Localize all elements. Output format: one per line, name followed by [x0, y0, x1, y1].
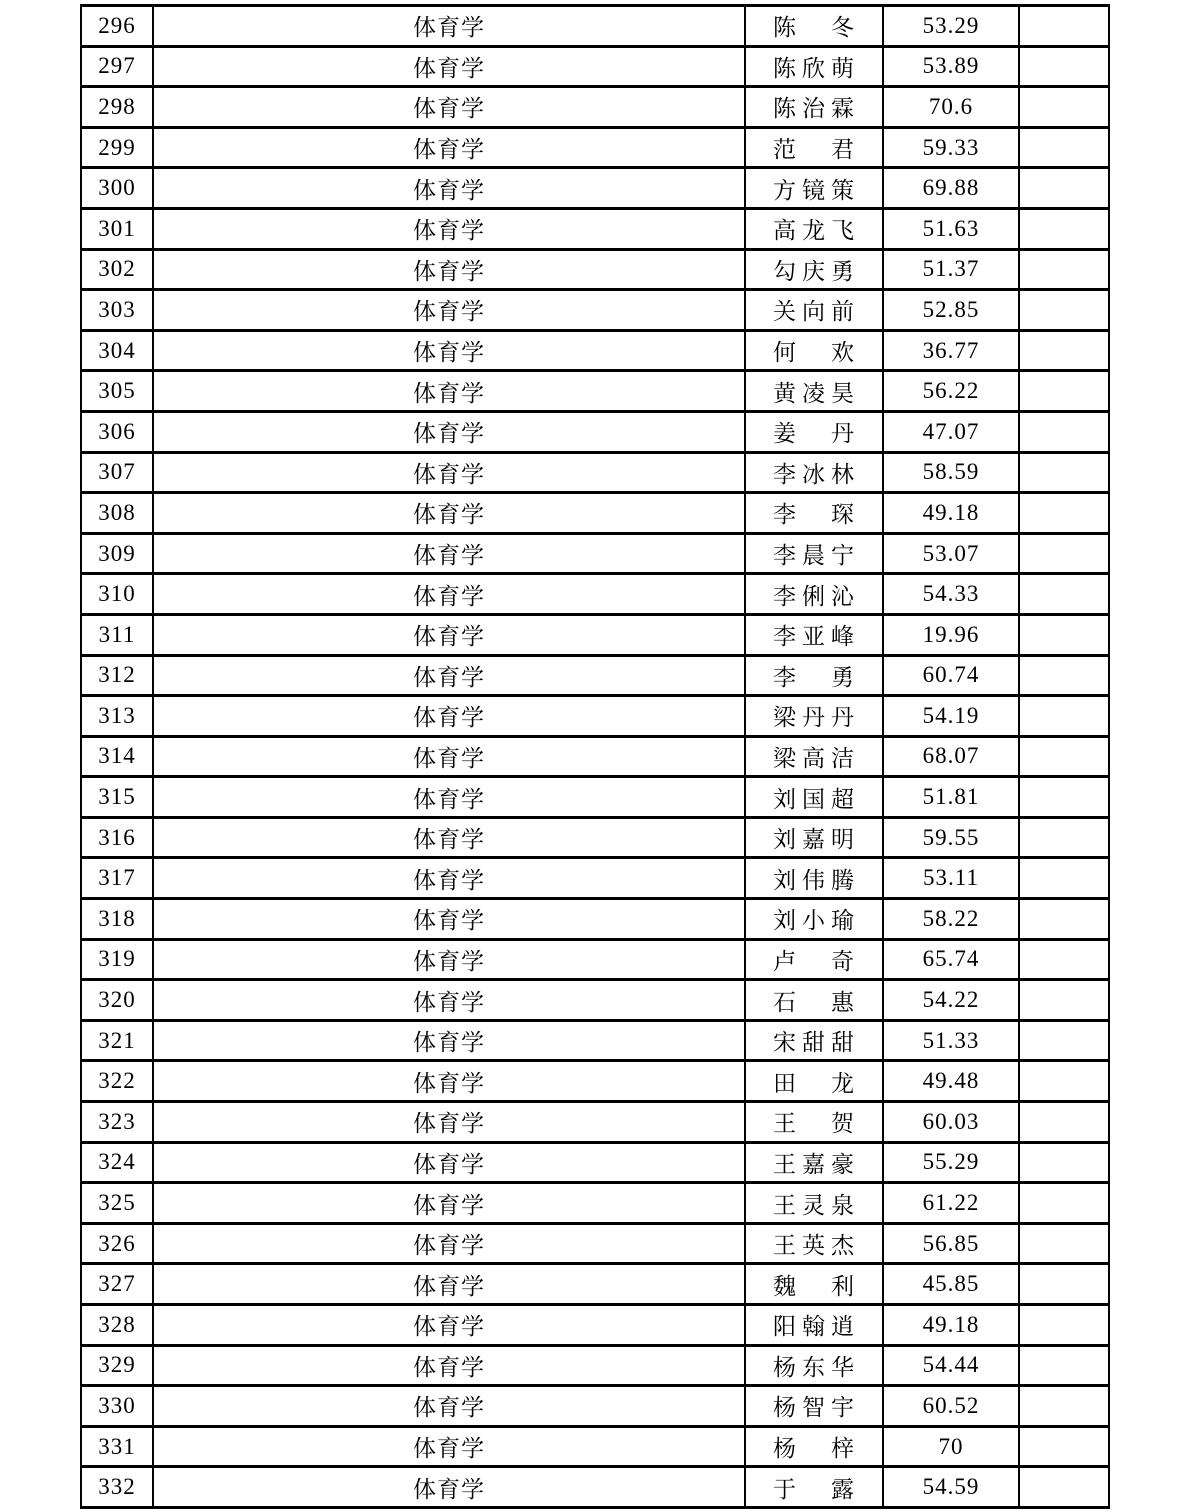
name-cell: [745, 939, 883, 980]
score-cell: 53.11: [883, 858, 1019, 899]
candidate-name: 魏利: [773, 1273, 855, 1299]
subject-cell: 体育学: [153, 1467, 745, 1508]
remark-cell: [1019, 1345, 1109, 1386]
row-number-cell: 320: [81, 980, 153, 1021]
subject-cell: 体育学: [153, 574, 745, 615]
name-cell: [745, 46, 883, 87]
table-row: [81, 46, 1109, 87]
candidate-name: 卢奇: [773, 948, 855, 974]
table-row: [81, 777, 1109, 818]
score-cell: 70: [883, 1426, 1019, 1467]
candidate-name: 李冰林: [773, 461, 855, 487]
row-number-cell: 327: [81, 1264, 153, 1305]
remark-cell: [1019, 1183, 1109, 1224]
score-cell: 54.33: [883, 574, 1019, 615]
name-cell: [745, 1345, 883, 1386]
name-cell: [745, 574, 883, 615]
table-row: [81, 614, 1109, 655]
score-cell: 69.88: [883, 168, 1019, 209]
row-number-cell: 299: [81, 127, 153, 168]
subject-cell: 体育学: [153, 87, 745, 128]
candidate-name: 李勇: [773, 664, 855, 690]
table-row: [81, 493, 1109, 534]
subject-cell: 体育学: [153, 1305, 745, 1346]
name-cell: [745, 1061, 883, 1102]
remark-cell: [1019, 493, 1109, 534]
score-cell: 51.33: [883, 1020, 1019, 1061]
candidate-name: 刘嘉明: [773, 827, 855, 853]
score-cell: 49.18: [883, 493, 1019, 534]
remark-cell: [1019, 817, 1109, 858]
row-number-cell: 326: [81, 1223, 153, 1264]
candidate-name: 何欢: [773, 340, 855, 366]
table-row: [81, 208, 1109, 249]
remark-cell: [1019, 736, 1109, 777]
candidate-name: 王英杰: [773, 1233, 855, 1259]
score-cell: 36.77: [883, 330, 1019, 371]
score-cell: 59.55: [883, 817, 1019, 858]
subject-cell: 体育学: [153, 127, 745, 168]
row-number-cell: 312: [81, 655, 153, 696]
row-number-cell: 332: [81, 1467, 153, 1508]
candidate-name: 梁高洁: [773, 745, 855, 771]
name-cell: [745, 1183, 883, 1224]
remark-cell: [1019, 1426, 1109, 1467]
subject-cell: 体育学: [153, 696, 745, 737]
score-cell: 60.74: [883, 655, 1019, 696]
table-row: [81, 411, 1109, 452]
candidate-name: 杨东华: [773, 1354, 855, 1380]
score-cell: 54.44: [883, 1345, 1019, 1386]
subject-cell: 体育学: [153, 249, 745, 290]
name-cell: [745, 290, 883, 331]
row-number-cell: 323: [81, 1102, 153, 1143]
subject-cell: 体育学: [153, 1386, 745, 1427]
row-number-cell: 319: [81, 939, 153, 980]
name-cell: [745, 1142, 883, 1183]
candidate-name: 李晨宁: [773, 543, 855, 569]
candidate-name: 姜丹: [773, 421, 855, 447]
name-cell: [745, 899, 883, 940]
candidate-name: 杨智宇: [773, 1395, 855, 1421]
row-number-cell: 317: [81, 858, 153, 899]
remark-cell: [1019, 1467, 1109, 1508]
subject-cell: 体育学: [153, 533, 745, 574]
name-cell: [745, 87, 883, 128]
score-cell: 51.81: [883, 777, 1019, 818]
name-cell: [745, 411, 883, 452]
row-number-cell: 315: [81, 777, 153, 818]
candidate-name: 勾庆勇: [773, 258, 855, 284]
table-row: [81, 87, 1109, 128]
row-number-cell: 298: [81, 87, 153, 128]
remark-cell: [1019, 290, 1109, 331]
subject-cell: 体育学: [153, 1183, 745, 1224]
score-cell: 54.59: [883, 1467, 1019, 1508]
name-cell: [745, 614, 883, 655]
score-cell: 53.29: [883, 6, 1019, 47]
row-number-cell: 313: [81, 696, 153, 737]
row-number-cell: 311: [81, 614, 153, 655]
row-number-cell: 300: [81, 168, 153, 209]
table-row: [81, 655, 1109, 696]
name-cell: [745, 371, 883, 412]
score-cell: 70.6: [883, 87, 1019, 128]
subject-cell: 体育学: [153, 411, 745, 452]
table-row: [81, 371, 1109, 412]
row-number-cell: 324: [81, 1142, 153, 1183]
candidate-name: 李亚峰: [773, 624, 855, 650]
candidate-name: 李琛: [773, 502, 855, 528]
candidate-name: 杨梓: [773, 1436, 855, 1462]
row-number-cell: 297: [81, 46, 153, 87]
subject-cell: 体育学: [153, 655, 745, 696]
remark-cell: [1019, 899, 1109, 940]
name-cell: [745, 1426, 883, 1467]
remark-cell: [1019, 533, 1109, 574]
name-cell: [745, 655, 883, 696]
remark-cell: [1019, 1061, 1109, 1102]
score-cell: 51.37: [883, 249, 1019, 290]
remark-cell: [1019, 1102, 1109, 1143]
subject-cell: 体育学: [153, 168, 745, 209]
candidate-name: 王灵泉: [773, 1192, 855, 1218]
candidate-name: 宋甜甜: [773, 1030, 855, 1056]
candidate-name: 刘伟腾: [773, 867, 855, 893]
candidate-name: 黄凌昊: [773, 380, 855, 406]
row-number-cell: 322: [81, 1061, 153, 1102]
subject-cell: 体育学: [153, 1061, 745, 1102]
remark-cell: [1019, 1264, 1109, 1305]
candidate-name: 高龙飞: [773, 218, 855, 244]
score-cell: 53.89: [883, 46, 1019, 87]
candidate-name: 关向前: [773, 299, 855, 325]
row-number-cell: 321: [81, 1020, 153, 1061]
table-row: [81, 1345, 1109, 1386]
table-row: [81, 899, 1109, 940]
candidate-name: 田龙: [773, 1070, 855, 1096]
candidate-name: 陈治霖: [773, 96, 855, 122]
score-cell: 49.18: [883, 1305, 1019, 1346]
row-number-cell: 330: [81, 1386, 153, 1427]
row-number-cell: 331: [81, 1426, 153, 1467]
subject-cell: 体育学: [153, 330, 745, 371]
score-cell: 65.74: [883, 939, 1019, 980]
row-number-cell: 305: [81, 371, 153, 412]
remark-cell: [1019, 1305, 1109, 1346]
score-cell: 68.07: [883, 736, 1019, 777]
name-cell: [745, 777, 883, 818]
candidate-name: 刘小瑜: [773, 908, 855, 934]
candidate-name: 于露: [773, 1476, 855, 1502]
score-cell: 51.63: [883, 208, 1019, 249]
subject-cell: 体育学: [153, 1102, 745, 1143]
name-cell: [745, 817, 883, 858]
table-body: [81, 6, 1109, 1508]
remark-cell: [1019, 208, 1109, 249]
remark-cell: [1019, 1386, 1109, 1427]
subject-cell: 体育学: [153, 1345, 745, 1386]
score-cell: 61.22: [883, 1183, 1019, 1224]
table-row: [81, 817, 1109, 858]
subject-cell: 体育学: [153, 452, 745, 493]
score-cell: 55.29: [883, 1142, 1019, 1183]
name-cell: [745, 330, 883, 371]
score-cell: 58.22: [883, 899, 1019, 940]
table-row: [81, 696, 1109, 737]
name-cell: [745, 736, 883, 777]
remark-cell: [1019, 1020, 1109, 1061]
remark-cell: [1019, 6, 1109, 47]
remark-cell: [1019, 87, 1109, 128]
score-cell: 56.85: [883, 1223, 1019, 1264]
subject-cell: 体育学: [153, 290, 745, 331]
remark-cell: [1019, 411, 1109, 452]
score-cell: 58.59: [883, 452, 1019, 493]
remark-cell: [1019, 1223, 1109, 1264]
row-number-cell: 308: [81, 493, 153, 534]
subject-cell: 体育学: [153, 208, 745, 249]
candidate-name: 石惠: [773, 989, 855, 1015]
name-cell: [745, 1467, 883, 1508]
candidate-name: 李俐沁: [773, 583, 855, 609]
subject-cell: 体育学: [153, 777, 745, 818]
candidate-name: 陈欣萌: [773, 55, 855, 81]
name-cell: [745, 1102, 883, 1143]
candidate-name: 陈冬: [773, 15, 855, 41]
score-cell: 49.48: [883, 1061, 1019, 1102]
candidate-name: 方镜策: [773, 177, 855, 203]
candidate-name: 王嘉豪: [773, 1151, 855, 1177]
name-cell: [745, 1386, 883, 1427]
candidate-name: 梁丹丹: [773, 705, 855, 731]
name-cell: [745, 980, 883, 1021]
subject-cell: 体育学: [153, 1426, 745, 1467]
score-cell: 19.96: [883, 614, 1019, 655]
remark-cell: [1019, 777, 1109, 818]
remark-cell: [1019, 696, 1109, 737]
name-cell: [745, 696, 883, 737]
subject-cell: 体育学: [153, 939, 745, 980]
remark-cell: [1019, 127, 1109, 168]
remark-cell: [1019, 168, 1109, 209]
table-row: [81, 533, 1109, 574]
table-row: [81, 1020, 1109, 1061]
candidate-name: 王贺: [773, 1111, 855, 1137]
table-row: [81, 290, 1109, 331]
remark-cell: [1019, 46, 1109, 87]
score-cell: 60.52: [883, 1386, 1019, 1427]
table-row: [81, 1142, 1109, 1183]
table-row: [81, 249, 1109, 290]
score-cell: 54.19: [883, 696, 1019, 737]
subject-cell: 体育学: [153, 736, 745, 777]
score-cell: 53.07: [883, 533, 1019, 574]
row-number-cell: 301: [81, 208, 153, 249]
subject-cell: 体育学: [153, 980, 745, 1021]
row-number-cell: 316: [81, 817, 153, 858]
row-number-cell: 303: [81, 290, 153, 331]
row-number-cell: 304: [81, 330, 153, 371]
name-cell: [745, 1264, 883, 1305]
subject-cell: 体育学: [153, 1223, 745, 1264]
table-row: [81, 1264, 1109, 1305]
remark-cell: [1019, 330, 1109, 371]
table-row: [81, 6, 1109, 47]
score-cell: 47.07: [883, 411, 1019, 452]
subject-cell: 体育学: [153, 817, 745, 858]
row-number-cell: 329: [81, 1345, 153, 1386]
row-number-cell: 318: [81, 899, 153, 940]
remark-cell: [1019, 614, 1109, 655]
table-row: [81, 1305, 1109, 1346]
remark-cell: [1019, 249, 1109, 290]
row-number-cell: 307: [81, 452, 153, 493]
name-cell: [745, 249, 883, 290]
score-cell: 59.33: [883, 127, 1019, 168]
subject-cell: 体育学: [153, 1142, 745, 1183]
candidate-name: 范君: [773, 137, 855, 163]
name-cell: [745, 858, 883, 899]
name-cell: [745, 493, 883, 534]
row-number-cell: 309: [81, 533, 153, 574]
score-cell: 52.85: [883, 290, 1019, 331]
remark-cell: [1019, 939, 1109, 980]
subject-cell: 体育学: [153, 858, 745, 899]
name-cell: [745, 208, 883, 249]
table-row: [81, 1061, 1109, 1102]
table-row: [81, 1467, 1109, 1508]
name-cell: [745, 1305, 883, 1346]
table-row: [81, 858, 1109, 899]
score-table: [80, 4, 1110, 1509]
subject-cell: 体育学: [153, 6, 745, 47]
score-cell: 60.03: [883, 1102, 1019, 1143]
candidate-name: 刘国超: [773, 786, 855, 812]
name-cell: [745, 168, 883, 209]
score-cell: 56.22: [883, 371, 1019, 412]
name-cell: [745, 533, 883, 574]
name-cell: [745, 127, 883, 168]
score-cell: 54.22: [883, 980, 1019, 1021]
table-row: [81, 736, 1109, 777]
subject-cell: 体育学: [153, 371, 745, 412]
name-cell: [745, 1223, 883, 1264]
table-row: [81, 168, 1109, 209]
table-row: [81, 939, 1109, 980]
name-cell: [745, 1020, 883, 1061]
subject-cell: 体育学: [153, 46, 745, 87]
remark-cell: [1019, 858, 1109, 899]
subject-cell: 体育学: [153, 493, 745, 534]
table-row: [81, 1426, 1109, 1467]
score-cell: 45.85: [883, 1264, 1019, 1305]
table-row: [81, 452, 1109, 493]
candidate-name: 阳翰逍: [773, 1314, 855, 1340]
remark-cell: [1019, 980, 1109, 1021]
row-number-cell: 296: [81, 6, 153, 47]
table-row: [81, 1223, 1109, 1264]
row-number-cell: 325: [81, 1183, 153, 1224]
subject-cell: 体育学: [153, 614, 745, 655]
table-row: [81, 330, 1109, 371]
remark-cell: [1019, 371, 1109, 412]
table-row: [81, 1102, 1109, 1143]
name-cell: [745, 452, 883, 493]
remark-cell: [1019, 655, 1109, 696]
subject-cell: 体育学: [153, 1264, 745, 1305]
row-number-cell: 328: [81, 1305, 153, 1346]
row-number-cell: 314: [81, 736, 153, 777]
name-cell: [745, 6, 883, 47]
table-row: [81, 127, 1109, 168]
table-row: [81, 980, 1109, 1021]
row-number-cell: 306: [81, 411, 153, 452]
table-row: [81, 1183, 1109, 1224]
row-number-cell: 310: [81, 574, 153, 615]
row-number-cell: 302: [81, 249, 153, 290]
table-row: [81, 1386, 1109, 1427]
remark-cell: [1019, 452, 1109, 493]
subject-cell: 体育学: [153, 1020, 745, 1061]
subject-cell: 体育学: [153, 899, 745, 940]
table-row: [81, 574, 1109, 615]
remark-cell: [1019, 1142, 1109, 1183]
remark-cell: [1019, 574, 1109, 615]
